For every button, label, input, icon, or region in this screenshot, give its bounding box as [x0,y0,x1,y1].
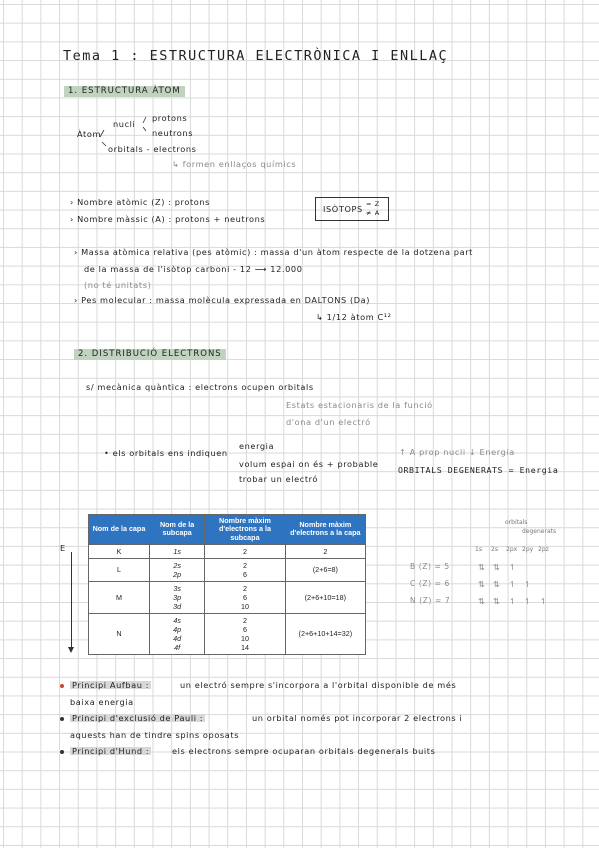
principle-pauli-text: un orbital només pot incorporar 2 electrons i [252,713,463,723]
orbital-col: 2pz [538,546,549,553]
principle-aufbau-text: un electró sempre s'incorpora a l'orbital disponible de més [180,680,457,690]
table-row [89,613,366,654]
isotops-label: ISÒTOPS [323,204,363,214]
nucli-label: nucli [113,119,136,129]
principle-aufbau-text2: baixa energia [70,697,134,707]
orbitals-label: orbitals [505,519,528,526]
orbitals-indiquen: • els orbitals ens indiquen [104,448,228,458]
max-subcapa-cell: 2 6 [205,558,285,581]
max-subcapa-cell: 2 6 10 14 [205,613,285,654]
massa-atomica-line1: › Massa atòmica relativa (pes atòmic) : massa d'un àtom respecte de la dotzena part [74,247,473,257]
orbital-cell: ↿ [509,596,517,606]
max-capa-cell: 2 [285,544,365,558]
table-header: Nom de la subcapa [149,515,204,545]
degenerats-label: degenerats [522,528,557,535]
max-subcapa-cell: 2 6 10 [205,581,285,613]
bullet [60,750,64,754]
section-heading-atom: 1. ESTRUCTURA ÀTOM [64,86,185,97]
subcapa-cell: 2s 2p [149,558,204,581]
principle-hund-text: els electrons sempre ocuparan orbitals degenerals buits [172,746,436,756]
orbital-cell: ↿ [509,579,517,589]
principle-pauli-text2: aquests han de tindre spins oposats [70,730,240,740]
table-header: Nombre màxim d'electrons a la capa [285,515,365,545]
prop-nucli-note: ↑ A prop nucli ↓ Energia [399,447,515,457]
bullet [60,717,64,721]
orbitals-electrons-label: orbitals - electrons [108,144,197,154]
isotops-box [315,197,389,221]
protons-label: protons [152,113,188,123]
max-capa-cell: (2+6+10+14=32) [285,613,365,654]
capa-cell: K [89,544,150,558]
element-b: B (Z) = 5 [410,562,450,571]
table-header: Nom de la capa [89,515,150,545]
bullet [60,684,64,688]
subcapa-cell: 1s [149,544,204,558]
orbital-cell: ⇅ [493,562,501,572]
principle-hund-title: Principi d'Hund : [72,746,150,756]
orbital-col: 2py [522,546,534,553]
max-subcapa-cell: 2 [205,544,285,558]
orbital-cell: ↿ [524,579,532,589]
orbital-cell: ⇅ [478,579,486,589]
subcapa-cell: 4s 4p 4d 4f [149,613,204,654]
subcapa-cell: 3s 3p 3d [149,581,204,613]
massa-atomica-line2: de la massa de l'isòtop carboni - 12 ⟶ 12.000 [84,264,303,274]
capa-cell: N [89,613,150,654]
table-row [89,581,366,613]
capa-cell: L [89,558,150,581]
max-capa-cell: (2+6=8) [285,558,365,581]
mecanica-quantica-line: s/ mecànica quàntica : electrons ocupen orbitals [86,382,314,392]
orbital-cell: ↿ [540,596,548,606]
atom-label: Àtom [77,129,102,139]
orbital-cell: ⇅ [478,562,486,572]
page-title: Tema 1 : ESTRUCTURA ELECTRÒNICA I ENLLAÇ [63,48,449,64]
orbital-cell: ⇅ [493,596,501,606]
section-heading-distribucio: 2. DISTRIBUCIÓ ELECTRONS [74,349,226,360]
energy-axis-label: E [60,543,66,553]
orbital-cell: ⇅ [478,596,486,606]
energia-label: energia [239,441,275,451]
orbital-col: 2px [506,546,518,553]
max-capa-cell: (2+6+10=18) [285,581,365,613]
table-header: Nombre màxim d'electrons a la subcapa [205,515,285,545]
volum-line1: volum espai on és + probable [239,459,379,469]
energy-arrow [71,552,72,648]
orbitals-degenerats: ORBITALS DEGENERATS = Energia [398,465,559,475]
element-c: C (Z) = 6 [410,579,450,588]
orbital-cell: ⇅ [493,579,501,589]
enllacos-note: ↳ formen enllaços químics [172,159,297,169]
capa-cell: M [89,581,150,613]
volum-line2: trobar un electró [239,474,319,484]
orbital-cell: ↿ [509,562,517,572]
estats-line1: Estats estacionaris de la funció [286,400,433,410]
mass-number-line: › Nombre màssic (A) : protons + neutrons [70,214,266,224]
neutrons-label: neutrons [152,128,194,138]
isotops-a: ≠ A [366,209,380,217]
electron-shell-table [88,514,366,655]
principle-aufbau-title: Principi Aufbau : [72,680,150,690]
no-unitats-note: (no té unitats) [84,280,152,290]
pes-molecular-line: › Pes molecular : massa molècula expressada en DALTONS (Da) [74,295,371,305]
estats-line2: d'ona d'un electró [286,417,371,427]
element-n: N (Z) = 7 [410,596,451,605]
table-row [89,544,366,558]
orbital-col: 1s [475,546,482,553]
orbital-cell: ↿ [524,596,532,606]
dalton-definition: ↳ 1/12 àtom C¹² [316,312,392,322]
atomic-number-line: › Nombre atòmic (Z) : protons [70,197,211,207]
bracket-lines [95,112,155,152]
isotops-z: = Z [366,200,380,208]
table-row [89,558,366,581]
principle-pauli-title: Principi d'exclusió de Pauli : [72,713,204,723]
orbital-col: 2s [491,546,498,553]
